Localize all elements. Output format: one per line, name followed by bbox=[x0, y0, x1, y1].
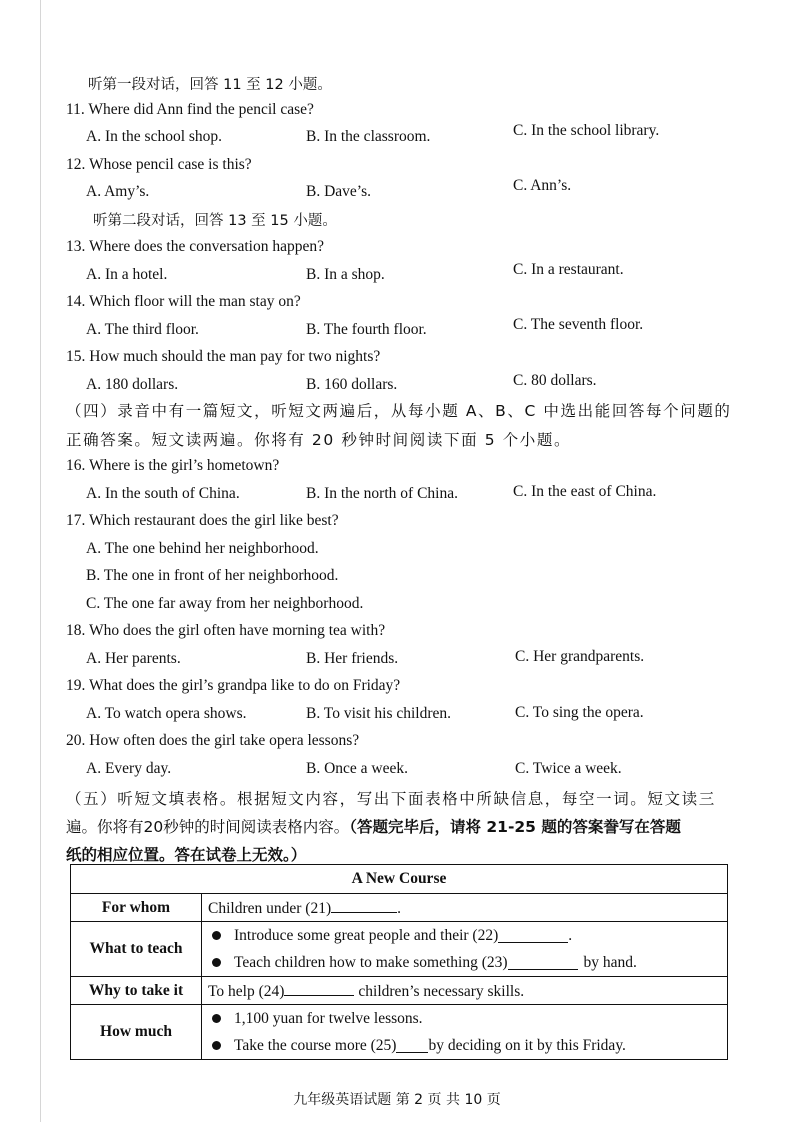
price-text: 1,100 yuan for twelve lessons. bbox=[234, 1009, 423, 1027]
section-five-plain-text: 遍。你将有20秒钟的时间阅读表格内容。 bbox=[66, 818, 350, 836]
bullet-item bbox=[208, 1032, 721, 1059]
bullet-dot-icon bbox=[212, 1041, 221, 1050]
answer-blank-25 bbox=[396, 1038, 428, 1053]
section-five-instruction-line-3: 纸的相应位置。答在试卷上无效。） bbox=[66, 846, 307, 864]
question-16: 16. Where is the girl’s hometown? bbox=[66, 457, 280, 474]
question-14: 14. Which floor will the man stay on? bbox=[66, 293, 301, 310]
discount-text: Take the course more (25) bbox=[234, 1036, 397, 1054]
q18-option-b: B. Her friends. bbox=[306, 650, 399, 667]
q13-option-a: A. In a hotel. bbox=[86, 266, 168, 283]
q16-option-c: C. In the east of China. bbox=[513, 483, 657, 500]
q20-option-c: C. Twice a week. bbox=[515, 760, 622, 777]
question-11: 11. Where did Ann find the pencil case? bbox=[66, 101, 314, 118]
answer-blank-22 bbox=[498, 928, 568, 943]
section-four-instruction-line-2: 正确答案。短文读两遍。你将有 20 秒钟时间阅读下面 5 个小题。 bbox=[66, 431, 572, 449]
why-text: To help (24) bbox=[208, 982, 285, 1000]
q20-option-a: A. Every day. bbox=[86, 760, 172, 777]
section-five-instruction-line-1: （五）听短文填表格。根据短文内容，写出下面表格中所缺信息，每空一词。短文读三 bbox=[66, 790, 716, 808]
dialog-2-instruction: 听第二段对话，回答 13 至 15 小题。 bbox=[93, 213, 337, 229]
row-header-why-to-take-it: Why to take it bbox=[71, 977, 202, 1005]
new-course-table bbox=[70, 864, 728, 1060]
bullet-dot-icon bbox=[212, 958, 221, 967]
q20-option-b: B. Once a week. bbox=[306, 760, 408, 777]
section-four-instruction-line-1: （四）录音中有一篇短文，听短文两遍后，从每小题 A、B、C 中选出能回答每个问题的 bbox=[66, 402, 732, 420]
answer-blank-23 bbox=[508, 955, 578, 970]
row-header-for-whom: For whom bbox=[71, 894, 202, 922]
row-for-whom-cell bbox=[202, 894, 728, 922]
page-margin-line bbox=[40, 0, 41, 1122]
dialog-1-instruction: 听第一段对话，回答 11 至 12 小题。 bbox=[88, 77, 332, 93]
section-five-instruction-line-2 bbox=[66, 815, 681, 837]
q11-option-c: C. In the school library. bbox=[513, 122, 660, 139]
q17-option-b: B. The one in front of her neighborhood. bbox=[86, 567, 339, 584]
answer-blank-24 bbox=[284, 981, 354, 996]
why-end: children’s necessary skills. bbox=[358, 982, 525, 1000]
q15-option-c: C. 80 dollars. bbox=[513, 372, 597, 389]
row-header-how-much: How much bbox=[71, 1005, 202, 1060]
for-whom-text: Children under (21) bbox=[208, 899, 332, 917]
q17-option-a: A. The one behind her neighborhood. bbox=[86, 540, 319, 557]
question-19: 19. What does the girl’s grandpa like to do on Friday? bbox=[66, 677, 401, 694]
row-why-to-take-it-cell bbox=[202, 977, 728, 1005]
q12-option-c: C. Ann’s. bbox=[513, 177, 572, 194]
discount-end: by deciding on it by this Friday. bbox=[428, 1036, 626, 1054]
section-five-bold-note: （答题完毕后，请将 21-25 题的答案誊写在答题 bbox=[349, 818, 681, 836]
bullet-dot-icon bbox=[212, 1014, 221, 1023]
teach-item-2-text: Teach children how to make something (23) bbox=[234, 953, 508, 971]
q11-option-b: B. In the classroom. bbox=[306, 128, 431, 145]
q16-option-b: B. In the north of China. bbox=[306, 485, 458, 502]
q18-option-a: A. Her parents. bbox=[86, 650, 181, 667]
q19-option-b: B. To visit his children. bbox=[306, 705, 452, 722]
question-20: 20. How often does the girl take opera lessons? bbox=[66, 732, 360, 749]
table-title: A New Course bbox=[71, 865, 728, 894]
question-17: 17. Which restaurant does the girl like best? bbox=[66, 512, 339, 529]
q18-option-c: C. Her grandparents. bbox=[515, 648, 645, 665]
teach-item-2-end: by hand. bbox=[583, 953, 637, 971]
q19-option-a: A. To watch opera shows. bbox=[86, 705, 247, 722]
question-13: 13. Where does the conversation happen? bbox=[66, 238, 324, 255]
row-how-much-cell bbox=[202, 1005, 728, 1060]
q15-option-b: B. 160 dollars. bbox=[306, 376, 398, 393]
q14-option-b: B. The fourth floor. bbox=[306, 321, 427, 338]
answer-blank-21 bbox=[331, 898, 397, 913]
bullet-item bbox=[208, 922, 721, 949]
q13-option-c: C. In a restaurant. bbox=[513, 261, 624, 278]
teach-item-1-text: Introduce some great people and their (22) bbox=[234, 926, 499, 944]
q11-option-a: A. In the school shop. bbox=[86, 128, 223, 145]
q12-option-a: A. Amy’s. bbox=[86, 183, 150, 200]
row-what-to-teach-cell bbox=[202, 922, 728, 977]
teach-item-1-end: . bbox=[568, 926, 573, 944]
question-12: 12. Whose pencil case is this? bbox=[66, 156, 252, 173]
q14-option-c: C. The seventh floor. bbox=[513, 316, 644, 333]
question-18: 18. Who does the girl often have morning tea with? bbox=[66, 622, 386, 639]
q13-option-b: B. In a shop. bbox=[306, 266, 385, 283]
for-whom-end: . bbox=[397, 899, 401, 917]
row-header-what-to-teach: What to teach bbox=[71, 922, 202, 977]
page-footer: 九年级英语试题 第 2 页 共 10 页 bbox=[293, 1092, 501, 1108]
q14-option-a: A. The third floor. bbox=[86, 321, 199, 338]
q19-option-c: C. To sing the opera. bbox=[515, 704, 644, 721]
q16-option-a: A. In the south of China. bbox=[86, 485, 240, 502]
q12-option-b: B. Dave’s. bbox=[306, 183, 372, 200]
q15-option-a: A. 180 dollars. bbox=[86, 376, 179, 393]
question-15: 15. How much should the man pay for two nights? bbox=[66, 348, 381, 365]
bullet-item bbox=[208, 1005, 721, 1032]
bullet-item bbox=[208, 949, 721, 976]
bullet-dot-icon bbox=[212, 931, 221, 940]
q17-option-c: C. The one far away from her neighborhood. bbox=[86, 595, 364, 612]
